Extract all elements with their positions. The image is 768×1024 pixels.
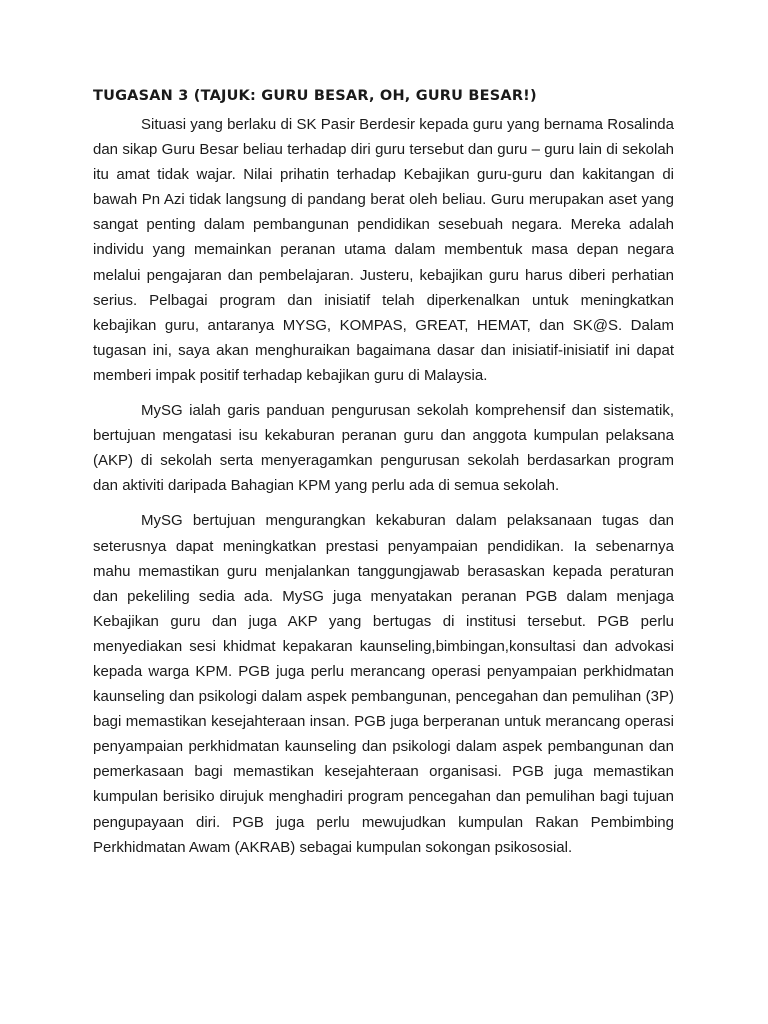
- paragraph-intro: Situasi yang berlaku di SK Pasir Berdesir kepada guru yang bernama Rosalinda dan sikap Guru Besar beliau terhadap diri guru tersebut dan guru – guru lain di sekolah itu amat tidak wajar. Nilai prihatin terhadap Kebajikan guru-guru dan kakitangan di bawah Pn Azi tidak langsung di pandang berat oleh beliau. Guru merupakan aset yang sangat penting dalam pembangunan pendidikan sesebuah negara. Mereka adalah individu yang memainkan peranan utama dalam membentuk masa depan negara melalui pengajaran dan pembelajaran. Justeru, kebajikan guru harus diberi perhatian serius. Pelbagai program dan inisiatif telah diperkenalkan untuk meningkatkan kebajikan guru, antaranya MYSG, KOMPAS, GREAT, HEMAT, dan SK@S. Dalam tugasan ini, saya akan menghuraikan bagaimana dasar dan inisiatif-inisiatif ini dapat memberi impak positif terhadap kebajikan guru di Malaysia.: [93, 116, 674, 384]
- document-page: [93, 84, 674, 870]
- paragraph-mysg-definition: MySG ialah garis panduan pengurusan sekolah komprehensif dan sistematik, bertujuan mengatasi isu kekaburan peranan guru dan anggota kumpulan pelaksana (AKP) di sekolah serta menyeragamkan pengurusan sekolah berdasarkan program dan aktiviti daripada Bahagian KPM yang perlu ada di semua sekolah.: [93, 402, 674, 495]
- paragraph-mysg-purpose: MySG bertujuan mengurangkan kekaburan dalam pelaksanaan tugas dan seterusnya dapat meningkatkan prestasi penyampaian pendidikan. Ia sebenarnya mahu memastikan guru menjalankan tanggungjawab berasaskan kepada peraturan dan pekeliling sedia ada. MySG juga menyatakan peranan PGB dalam menjaga Kebajikan guru dan juga AKP yang bertugas di institusi tersebut. PGB perlu menyediakan sesi khidmat kepakaran kaunseling,bimbingan,konsultasi dan advokasi kepada warga KPM. PGB juga perlu merancang operasi penyampaian perkhidmatan kaunseling dan psikologi dalam aspek pembangunan, pencegahan dan pemulihan (3P) bagi memastikan kesejahteraan insan. PGB juga berperanan untuk merancang operasi penyampaian perkhidmatan kaunseling dan psikologi dalam aspek pembangunan dan pemerkasaan bagi memastikan kesejahteraan organisasi. PGB juga memastikan kumpulan berisiko dirujuk menghadiri program pencegahan dan pemulihan bagi tujuan pengupayaan diri. PGB juga perlu mewujudkan kumpulan Rakan Pembimbing Perkhidmatan Awam (AKRAB) sebagai kumpulan sokongan psikososial.: [93, 512, 674, 856]
- document-title: TUGASAN 3 (TAJUK: GURU BESAR, OH, GURU BESAR!): [93, 88, 537, 104]
